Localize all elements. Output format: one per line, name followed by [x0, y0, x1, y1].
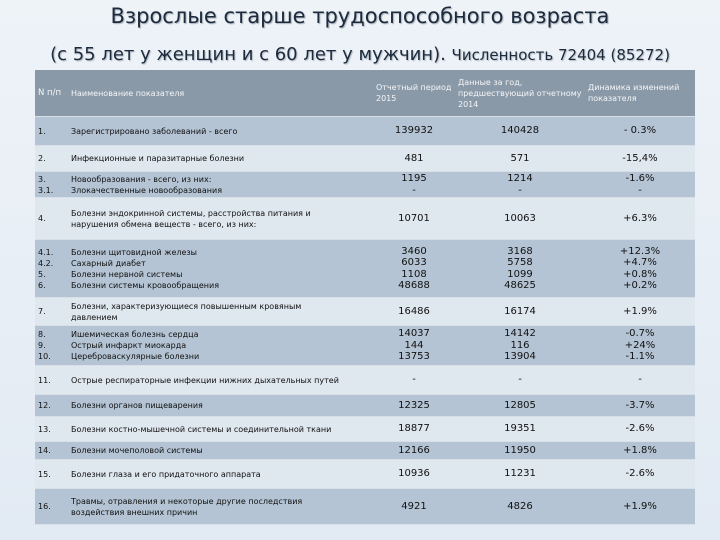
header-indicator-name: Наименование показателя: [68, 70, 373, 117]
table-row: [35, 172, 695, 198]
cell-line: 10701: [398, 212, 430, 224]
row-dynamics-value: [585, 117, 695, 146]
row-number: [35, 326, 68, 366]
cell-line: 9.: [38, 341, 46, 350]
cell-line: -: [638, 374, 642, 386]
row-indicator-name: [68, 172, 373, 198]
row-current-value: [373, 395, 455, 417]
cell-line: 10936: [398, 468, 430, 480]
table-row: [35, 326, 695, 366]
row-current-value: [373, 172, 455, 198]
cell-line: Болезни щитовидной железы: [71, 247, 197, 257]
row-previous-value: [455, 395, 585, 417]
row-previous-value: [455, 198, 585, 240]
row-number: [35, 198, 68, 240]
row-previous-value: [455, 298, 585, 326]
row-current-value: [373, 366, 455, 395]
cell-line: Травмы, отравления и некоторые другие последствия: [71, 496, 303, 506]
row-indicator-name: [68, 117, 373, 146]
cell-line: 4921: [401, 500, 427, 512]
row-dynamics-value: [585, 366, 695, 395]
cell-line: 11950: [504, 444, 536, 456]
row-current-value: [373, 146, 455, 172]
row-previous-value: [455, 442, 585, 460]
header-previous-year: Данные за год, предшествующий отчетному 2014: [455, 70, 585, 117]
row-indicator-name: [68, 240, 373, 298]
row-previous-value: [455, 489, 585, 525]
cell-line: давлением: [71, 312, 118, 322]
cell-line: +1.8%: [623, 444, 657, 456]
row-dynamics-value: [585, 146, 695, 172]
cell-line: Новообразования - всего, из них:: [71, 174, 212, 184]
cell-line: - 0.3%: [623, 125, 657, 137]
row-number: [35, 460, 68, 489]
table-row: [35, 417, 695, 442]
row-current-value: [373, 298, 455, 326]
table-row: [35, 442, 695, 460]
row-number: [35, 442, 68, 460]
row-number: [35, 366, 68, 395]
cell-line: 4.1.: [38, 247, 54, 257]
row-number: [35, 172, 68, 198]
cell-line: 12325: [398, 399, 430, 411]
cell-line: 1.: [38, 126, 46, 136]
row-dynamics-value: [585, 489, 695, 525]
cell-line: 6.: [38, 280, 46, 290]
cell-line: 11231: [504, 468, 536, 480]
table-row: [35, 146, 695, 172]
row-number: [35, 417, 68, 442]
table-row: [35, 489, 695, 525]
cell-line: 10.: [38, 352, 51, 361]
cell-line: Болезни глаза и его придаточного аппарата: [71, 469, 261, 479]
cell-line: Инфекционные и паразитарные болезни: [71, 154, 245, 163]
cell-line: 2.: [38, 154, 46, 163]
cell-line: 3.: [38, 174, 46, 184]
table-row: [35, 240, 695, 298]
cell-line: 13.: [38, 424, 51, 434]
row-indicator-name: [68, 460, 373, 489]
cell-line: 19351: [504, 423, 536, 435]
cell-line: 139932: [394, 125, 434, 137]
cell-line: -2.6%: [625, 468, 655, 480]
cell-line: Острые респираторные инфекции нижних дыхательных путей: [71, 375, 339, 385]
cell-line: 8.: [38, 330, 46, 339]
row-indicator-name: [68, 366, 373, 395]
cell-line: -: [638, 184, 642, 196]
page-title: Взрослые старше трудоспособного возраста: [110, 4, 610, 28]
cell-line: -0.7%: [625, 328, 655, 340]
cell-line: 140428: [500, 125, 540, 137]
row-indicator-name: [68, 326, 373, 366]
row-dynamics-value: [585, 460, 695, 489]
cell-line: воздействия внешних причин: [71, 507, 198, 517]
cell-line: 14.: [38, 446, 51, 455]
cell-line: Болезни эндокринной системы, расстройства питания и: [71, 208, 311, 218]
cell-line: 144: [404, 339, 424, 351]
cell-line: 16486: [398, 305, 430, 317]
cell-line: 6033: [401, 257, 427, 268]
row-current-value: [373, 417, 455, 442]
cell-line: 5758: [507, 257, 533, 268]
header-dynamics: Динамика изменений показателя: [585, 70, 695, 117]
row-current-value: [373, 117, 455, 146]
cell-line: 1214: [507, 173, 533, 184]
cell-line: 3460: [401, 245, 427, 257]
cell-line: 14037: [398, 328, 430, 340]
row-number: [35, 298, 68, 326]
cell-line: 48688: [398, 280, 430, 291]
row-current-value: [373, 442, 455, 460]
row-indicator-name: [68, 298, 373, 326]
cell-line: -2.6%: [625, 423, 655, 435]
cell-line: 7.: [38, 307, 46, 316]
row-previous-value: [455, 460, 585, 489]
cell-line: Болезни системы кровообращения: [71, 280, 220, 290]
cell-line: +0.2%: [623, 280, 657, 291]
statistics-table: [35, 70, 695, 525]
row-dynamics-value: [585, 298, 695, 326]
cell-line: Болезни, характеризующиеся повышенным кровяным: [71, 301, 302, 311]
row-dynamics-value: [585, 326, 695, 366]
header-current-period: Отчетный период 2015: [373, 70, 455, 117]
cell-line: +0.8%: [623, 268, 657, 280]
cell-line: Сахарный диабет: [71, 258, 146, 268]
row-dynamics-value: [585, 240, 695, 298]
cell-line: -1.6%: [625, 173, 655, 184]
cell-line: 1108: [401, 268, 427, 280]
cell-line: +24%: [624, 339, 656, 351]
cell-line: Болезни мочеполовой системы: [71, 446, 203, 455]
table-row: [35, 366, 695, 395]
cell-line: -15,4%: [622, 152, 658, 164]
row-previous-value: [455, 417, 585, 442]
cell-line: Злокачественные новообразования: [71, 185, 223, 195]
row-number: [35, 117, 68, 146]
cell-line: 48625: [504, 280, 536, 291]
row-previous-value: [455, 172, 585, 198]
row-dynamics-value: [585, 417, 695, 442]
cell-line: Зарегистрировано заболеваний - всего: [71, 126, 238, 136]
cell-line: 12166: [398, 444, 430, 456]
table-row: [35, 198, 695, 240]
cell-line: 4826: [507, 500, 533, 512]
cell-line: -1.1%: [625, 351, 655, 363]
cell-line: 16.: [38, 502, 51, 511]
table-header-row: [35, 70, 695, 117]
cell-line: 18877: [398, 423, 430, 435]
row-indicator-name: [68, 146, 373, 172]
population-count: Численность 72404 (85272): [451, 46, 670, 64]
row-number: [35, 146, 68, 172]
cell-line: 1195: [401, 173, 427, 184]
row-previous-value: [455, 240, 585, 298]
row-dynamics-value: [585, 442, 695, 460]
table-row: [35, 298, 695, 326]
cell-line: +4.7%: [623, 257, 657, 268]
row-dynamics-value: [585, 172, 695, 198]
row-indicator-name: [68, 442, 373, 460]
cell-line: -: [518, 184, 522, 196]
cell-line: 571: [510, 152, 530, 164]
cell-line: 5.: [38, 269, 46, 279]
cell-line: 12805: [504, 399, 536, 411]
cell-line: нарушения обмена веществ - всего, из них:: [71, 219, 257, 229]
row-number: [35, 395, 68, 417]
cell-line: 12.: [38, 401, 51, 410]
cell-line: 14142: [504, 328, 536, 340]
cell-line: +1.9%: [623, 500, 657, 512]
cell-line: -3.7%: [625, 399, 655, 411]
cell-line: Болезни органов пищеварения: [71, 401, 203, 410]
row-number: [35, 240, 68, 298]
cell-line: Цереброваскулярные болезни: [71, 352, 200, 361]
cell-line: Острый инфаркт миокарда: [71, 341, 187, 350]
cell-line: 3168: [507, 245, 533, 257]
cell-line: 3.1.: [38, 185, 54, 195]
subtitle-age: (с 55 лет у женщин и с 60 лет у мужчин).: [50, 44, 452, 65]
table-row: [35, 395, 695, 417]
table-row: [35, 460, 695, 489]
row-dynamics-value: [585, 198, 695, 240]
row-previous-value: [455, 146, 585, 172]
cell-line: +6.3%: [623, 212, 657, 224]
cell-line: 13904: [504, 351, 536, 363]
row-previous-value: [455, 117, 585, 146]
cell-line: 16174: [504, 305, 536, 317]
cell-line: +12.3%: [619, 245, 661, 257]
cell-line: 13753: [398, 351, 430, 363]
table-body: [35, 117, 695, 525]
cell-line: Болезни нервной системы: [71, 269, 183, 279]
cell-line: 4.: [38, 214, 46, 223]
row-current-value: [373, 326, 455, 366]
header-number: N п/п: [35, 70, 68, 117]
cell-line: Болезни костно-мышечной системы и соединительной ткани: [71, 424, 332, 434]
row-previous-value: [455, 366, 585, 395]
row-current-value: [373, 198, 455, 240]
cell-line: 1099: [507, 268, 533, 280]
cell-line: +1.9%: [623, 305, 657, 317]
row-indicator-name: [68, 395, 373, 417]
row-indicator-name: [68, 198, 373, 240]
row-indicator-name: [68, 417, 373, 442]
row-current-value: [373, 489, 455, 525]
row-current-value: [373, 460, 455, 489]
row-current-value: [373, 240, 455, 298]
row-previous-value: [455, 326, 585, 366]
page-subtitle: [0, 44, 720, 65]
cell-line: 4.2.: [38, 258, 54, 268]
cell-line: Ишемическая болезнь сердца: [71, 330, 199, 339]
cell-line: 116: [510, 339, 530, 351]
table-row: [35, 117, 695, 146]
cell-line: -: [412, 184, 416, 196]
cell-line: 15.: [38, 469, 51, 479]
row-indicator-name: [68, 489, 373, 525]
cell-line: -: [518, 374, 522, 386]
cell-line: 481: [404, 152, 424, 164]
row-number: [35, 489, 68, 525]
cell-line: 10063: [504, 212, 536, 224]
cell-line: -: [412, 374, 416, 386]
cell-line: 11.: [38, 375, 51, 385]
row-dynamics-value: [585, 395, 695, 417]
